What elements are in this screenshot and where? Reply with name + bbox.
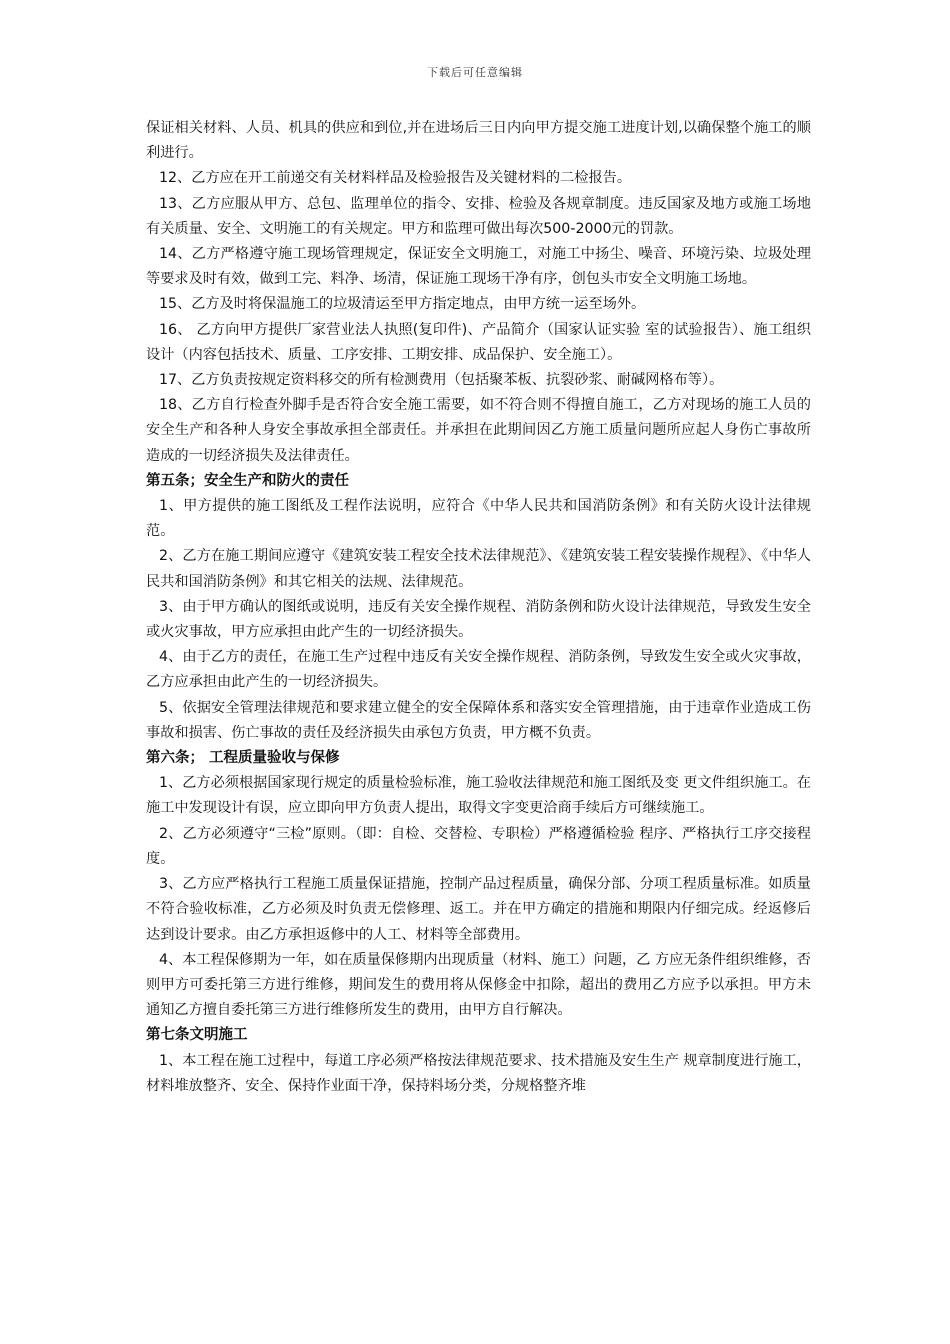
paragraph: 15、乙方及时将保温施工的垃圾清运至甲方指定地点，由甲方统一运至场外。 xyxy=(159,296,646,313)
section-heading: 第五条；安全生产和防火的责任 xyxy=(146,472,349,489)
paragraph: 4、本工程保修期为一年，如在质量保修期内出现质量（材料、施工）问题，乙 方应无条件组织维修，否则甲方可委托第三方进行维修，期间发生的费用将从保修金中扣除，超出的费用乙方应予以承担。甲方未通知乙方擅自委托第三方进行维修所发生的费用，由甲方自行解决。 xyxy=(146,951,811,1019)
page-header: 下载后可任意编辑 xyxy=(427,66,523,79)
paragraph: 17、乙方负责按规定资料移交的所有检测费用（包括聚苯板、抗裂砂浆、耐碱网格布等）。 xyxy=(159,372,724,389)
paragraph: 12、乙方应在开工前递交有关材料样品及检验报告及关键材料的二检报告。 xyxy=(159,170,632,187)
paragraph: 保证相关材料、人员、机具的供应和到位,并在进场后三日内向甲方提交施工进度计划,以确保整个施工的顺利进行。 xyxy=(146,120,811,162)
paragraph: 18、乙方自行检查外脚手是否符合安全施工需要，如不符合则不得擅自施工，乙方对现场的施工人员的安全生产和各种人身安全事故承担全部责任。并承担在此期间因乙方施工质量问题所应起人身伤亡事故所造成的一切经济损失及法律责任。 xyxy=(146,397,811,464)
paragraph: 3、乙方应严格执行工程施工质量保证措施，控制产品过程质量，确保分部、分项工程质量标准。如质量不符合验收标准，乙方必须及时负责无偿修理、返工。并在甲方确定的措施和期限内仔细完成。经返修后达到设计要求。由乙方承担返修中的人工、材料等全部费用。 xyxy=(146,876,811,943)
paragraph: 3、由于甲方确认的图纸或说明，违反有关安全操作规程、消防条例和防火设计法律规范，导致发生安全或火灾事故，甲方应承担由此产生的一切经济损失。 xyxy=(146,598,811,641)
paragraph: 16、 乙方向甲方提供厂家营业法人执照(复印件)、产品简介（国家认证实验 室的试验报告）、施工组织设计（内容包括技术、质量、工序安排、工期安排、成品保护、安全施工）。 xyxy=(146,321,811,363)
paragraph: 1、甲方提供的施工图纸及工程作法说明，应符合《中华人民共和国消防条例》和有关防火设计法律规范。 xyxy=(146,498,811,540)
paragraph: 5、依据安全管理法律规范和要求建立健全的安全保障体系和落实安全管理措施，由于违章作业造成工伤事故和损害、伤亡事故的责任及经济损失由承包方负责，甲方概不负责。 xyxy=(146,699,811,741)
paragraph: 1、本工程在施工过程中，每道工序必须严格按法律规范要求、技术措施及安生生产 规章制度进行施工，材料堆放整齐、安全、保持作业面干净，保持料场分类，分规格整齐堆 xyxy=(146,1052,811,1094)
paragraph: 4、由于乙方的责任，在施工生产过程中违反有关安全操作规程、消防条例，导致发生安全或火灾事故，乙方应承担由此产生的一切经济损失。 xyxy=(146,649,811,691)
paragraph: 2、乙方必须遵守“三检”原则。（即：自检、交替检、专职检）严格遵循检验 程序、严格执行工序交接程度。 xyxy=(146,825,811,867)
section-heading: 第六条； 工程质量验收与保修 xyxy=(146,750,340,767)
paragraph: 13、乙方应服从甲方、总包、监理单位的指令、安排、检验及各规章制度。违反国家及地方或施工场地有关质量、安全、文明施工的有关规定。甲方和监理可做出每次500-2000元的罚款。 xyxy=(146,195,811,237)
section-heading: 第七条文明施工 xyxy=(146,1027,248,1044)
paragraph: 14、乙方严格遵守施工现场管理规定，保证安全文明施工，对施工中扬尘、噪音、环境污染、垃圾处理等要求及时有效，做到工完、料净、场清，保证施工现场干净有序，创包头市安全文明施工场地。 xyxy=(146,246,811,288)
document-body xyxy=(146,116,811,1099)
paragraph: 1、乙方必须根据国家现行规定的质量检验标准，施工验收法律规范和施工图纸及变 更文件组织施工。在施工中发现设计有误，应立即向甲方负责人提出，取得文字变更洽商手续后方可继续施工。 xyxy=(146,775,811,817)
paragraph: 2、乙方在施工期间应遵守《建筑安装工程安全技术法律规范》、《建筑安装工程安装操作规程》、《中华人民共和国消防条例》和其它相关的法规、法律规范。 xyxy=(146,548,811,590)
